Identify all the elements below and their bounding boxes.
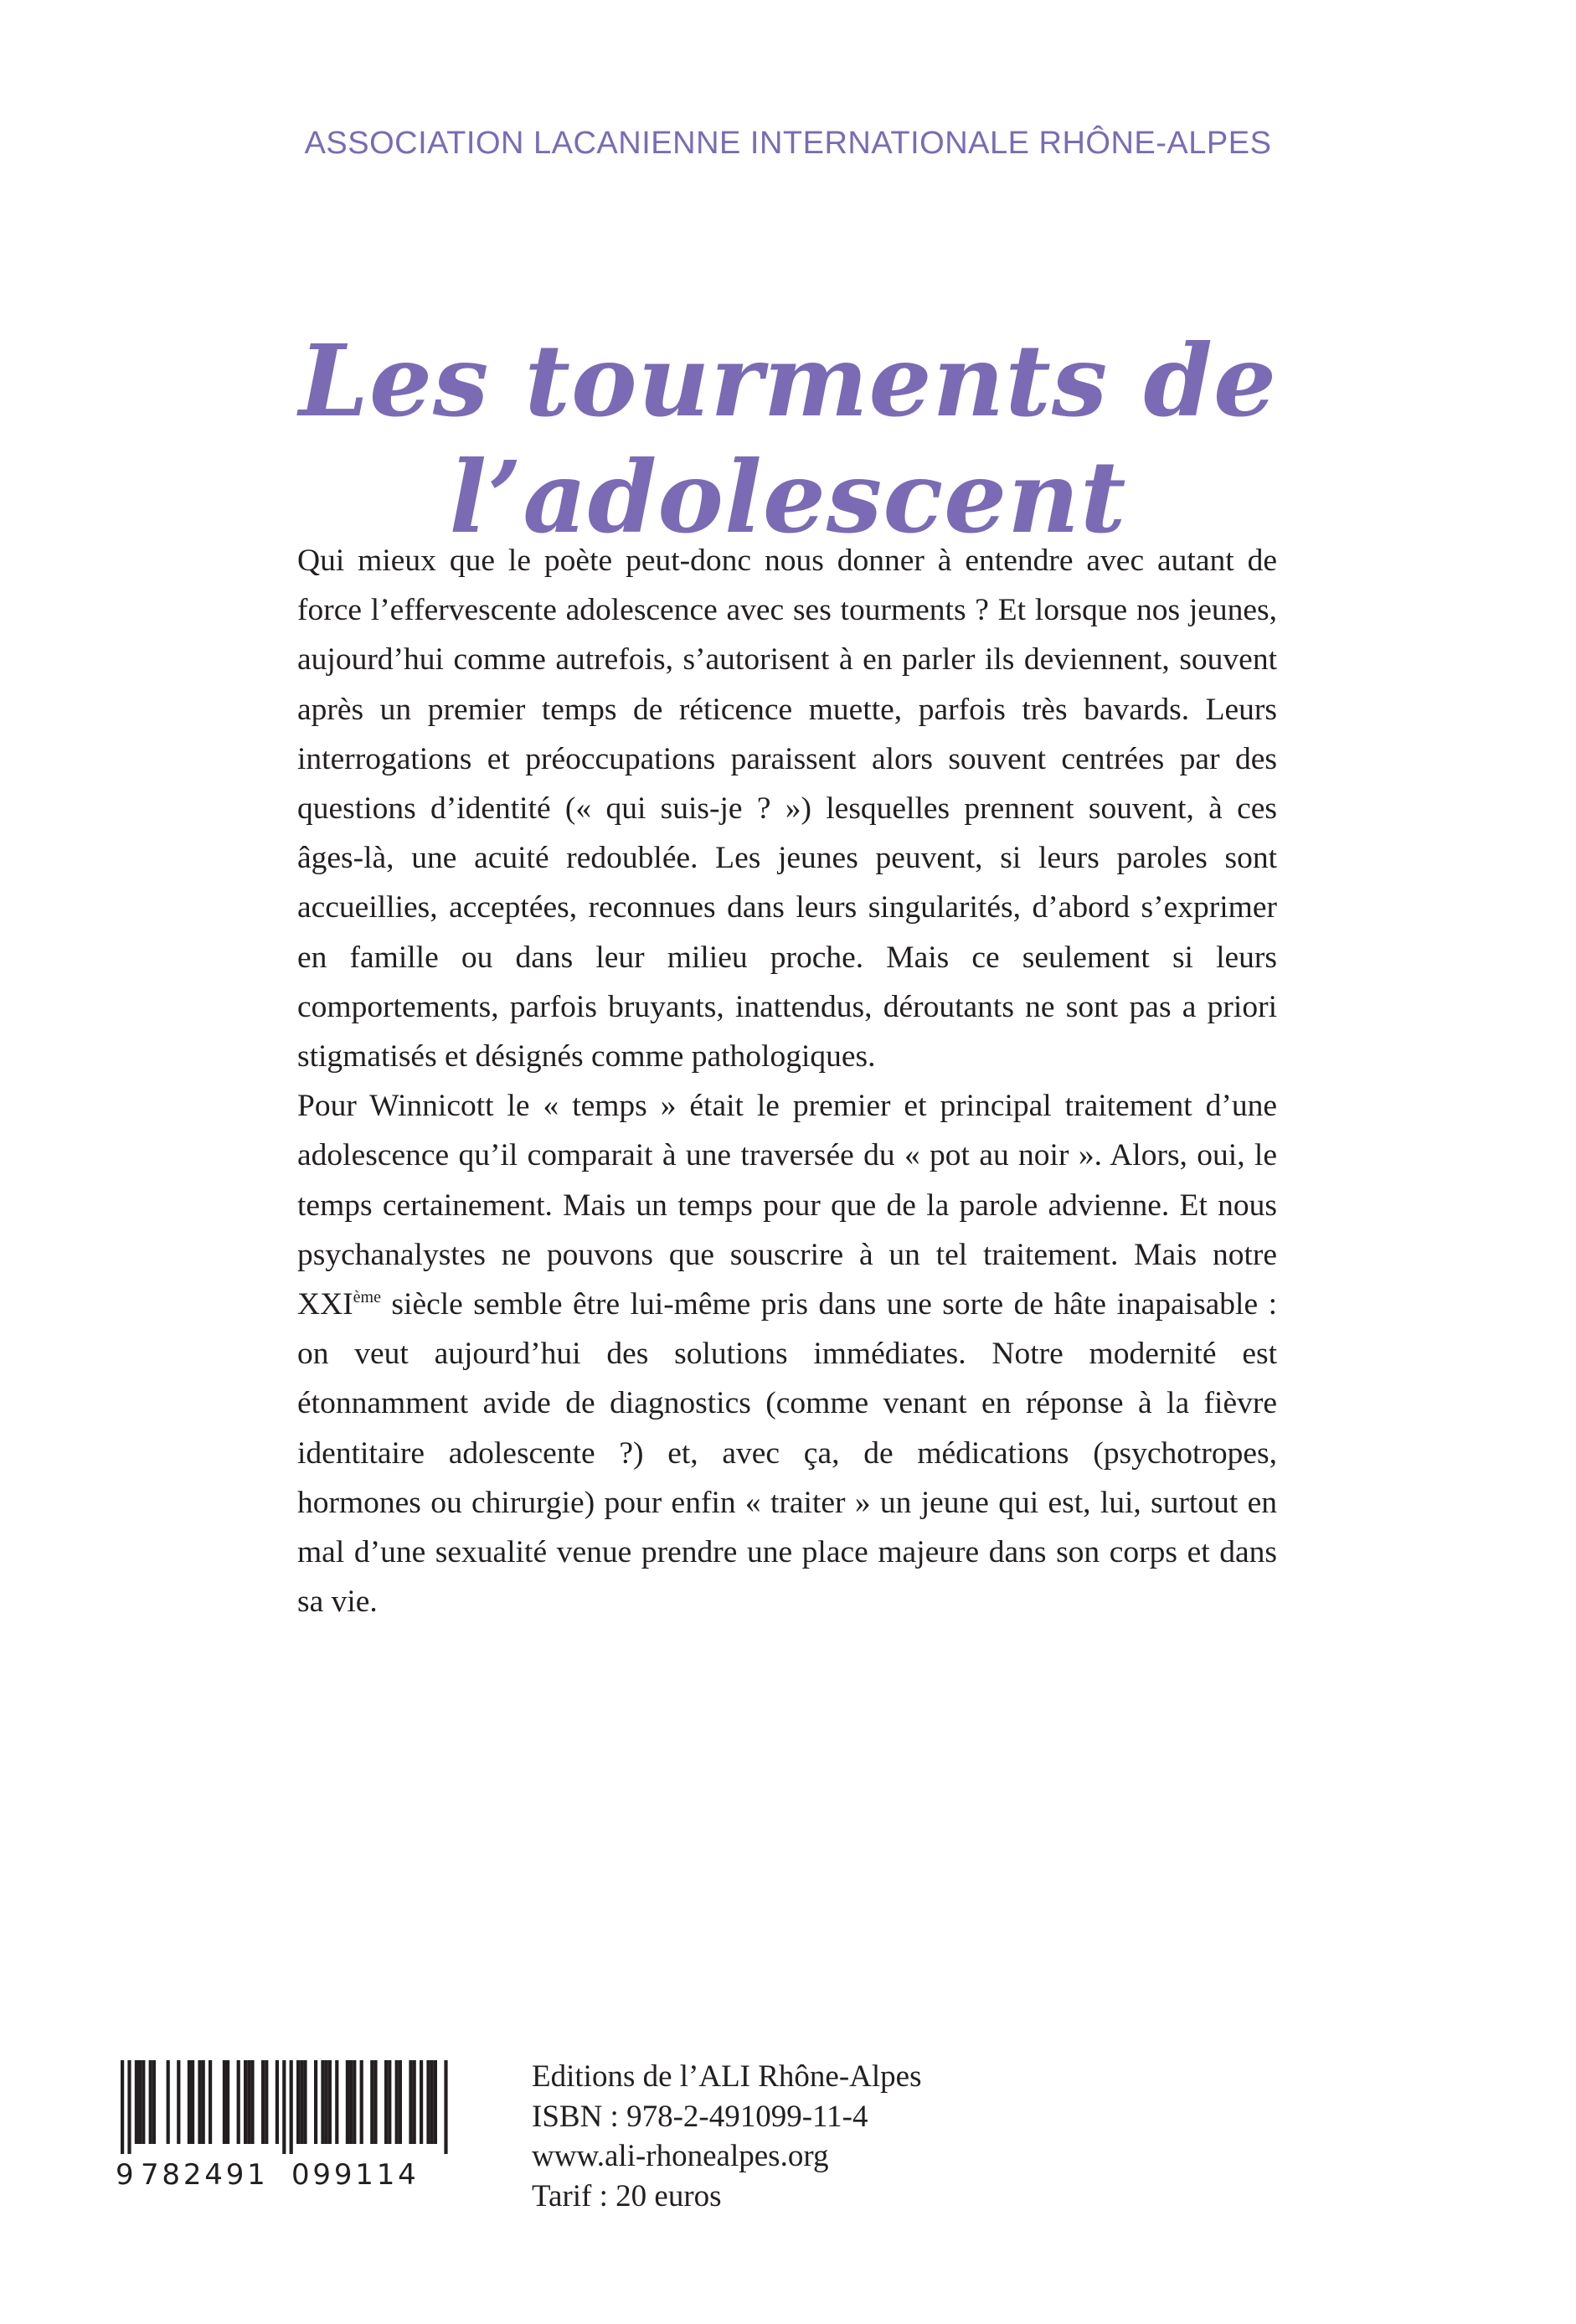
barcode-bars [116,2060,451,2154]
barcode-bar [265,2060,268,2144]
barcode-bar [250,2060,254,2144]
blurb [297,536,1277,1626]
barcode-bar [244,2060,247,2144]
publisher-name: Editions de l’ALI Rhône-Alpes [532,2059,922,2094]
barcode-bar [135,2060,138,2144]
barcode-bar [198,2060,201,2144]
barcode-bar [276,2060,279,2144]
price: Tarif : 20 euros [532,2178,722,2213]
barcode-bar [167,2060,170,2144]
barcode-bar [223,2060,226,2144]
barcode-bar [261,2060,265,2144]
barcode-bar [138,2060,142,2144]
barcode-bar [290,2060,293,2154]
barcode-bar [226,2060,229,2144]
barcode-bar [399,2060,402,2144]
barcode-bar [296,2060,300,2144]
barcode-bar [409,2060,412,2144]
barcode-bar [325,2060,328,2144]
barcode-bar [370,2060,373,2144]
blurb-paragraph-2 [297,1081,1277,1626]
barcode-bar [384,2060,388,2144]
barcode-bar [237,2060,240,2144]
barcode-bar [353,2060,356,2144]
barcode-bar [335,2060,338,2144]
barcode-bar [420,2060,423,2144]
barcode-bar [346,2060,349,2144]
ordinal-superscript: ème [353,1288,381,1307]
barcode-bar [426,2060,430,2144]
organization-name: ASSOCIATION LACANIENNE INTERNATIONALE RHÔNE-ALPES [304,126,1272,161]
barcode-bar [282,2060,286,2154]
publisher-info [532,2057,922,2216]
barcode-bar [121,2060,124,2154]
isbn-text: ISBN : 978-2-491099-11-4 [532,2099,868,2134]
barcode-bar [444,2060,447,2154]
barcode-digit-group: 9 [116,2158,137,2192]
barcode-bar [314,2060,317,2144]
barcode-bar [321,2060,324,2144]
barcode-bar [413,2060,416,2144]
barcode-bar [395,2060,399,2144]
barcode-bar [247,2060,250,2144]
barcode-bar [149,2060,152,2144]
blurb-paragraph-1: Qui mieux que le poète peut-donc nous donner à entendre avec autant de force l’effervescente adolescence avec ses tourments ? Et lorsque nos jeunes, aujourd’hui comme autrefois, s’autorisent à en parler ils deviennent, souvent après un premier temps de réticence muette, parfois très bavards. Leurs interrogations et préoccupations paraissent alors souvent centrées par des questions d’identité (« qui suis-je ? ») lesquelles prennent souvent, à ces âges-là, une acuité redoublée. Les jeunes peuvent, si leurs paroles sont accueillies, acceptées, reconnues dans leurs singularités, d’abord s’exprimer en famille ou dans leur milieu proche. Mais ce seulement si leurs comportements, parfois bruyants, inattendus, déroutants ne sont pas a priori stigmatisés et désignés comme pathologiques. [297,544,1277,1074]
barcode-bar [142,2060,145,2144]
barcode-bar [177,2060,180,2144]
barcode-digit-group: 099114 [291,2158,420,2192]
barcode-bar [349,2060,353,2144]
barcode-bar [152,2060,156,2144]
barcode-bar [209,2060,212,2144]
barcode-bar [127,2060,131,2154]
book-title: Les tourments de l’adolescent [298,322,1278,555]
barcode-bar [388,2060,391,2144]
barcode-bar [430,2060,434,2144]
barcode-bar [373,2060,377,2144]
barcode-bar [191,2060,194,2144]
blurb-paragraph-2-end: siècle semble être lui-même pris dans une sorte de hâte inapaisable : on veut aujourd’hui des solutions immédiates. Notre modernité est étonnamment avide de diagnostics (comme venant en réponse à la fièvre identitaire adolescente ?) et, avec ça, de médications (psychotropes, hormones ou chirurgie) pour enfin « traiter » un jeune qui est, lui, surtout en mal d’une sexualité venue prendre une place majeure dans son corps et dans sa vie. [297,1287,1277,1620]
website-link[interactable]: www.ali-rhonealpes.org [532,2139,829,2173]
barcode-bar [360,2060,363,2144]
barcode-bar [434,2060,437,2144]
barcode-bar [300,2060,303,2144]
barcode-number [116,2158,451,2192]
barcode-bar [328,2060,332,2144]
blurb-paragraph-2-start: Pour Winnicott le « temps » était le premier et principal traitement d’une adolescence qu’il comparait à une traversée du « pot au noir ». Alors, oui, le temps certainement. Mais un temps pour que de la parole advienne. Et nous psychanalystes ne pouvons que souscrire à un tel traitement. Mais notre XXI [297,1089,1277,1322]
barcode-bar [303,2060,306,2144]
barcode-bar [202,2060,205,2144]
barcode-digit-group: 782491 [141,2158,269,2192]
barcode-bar [188,2060,191,2144]
